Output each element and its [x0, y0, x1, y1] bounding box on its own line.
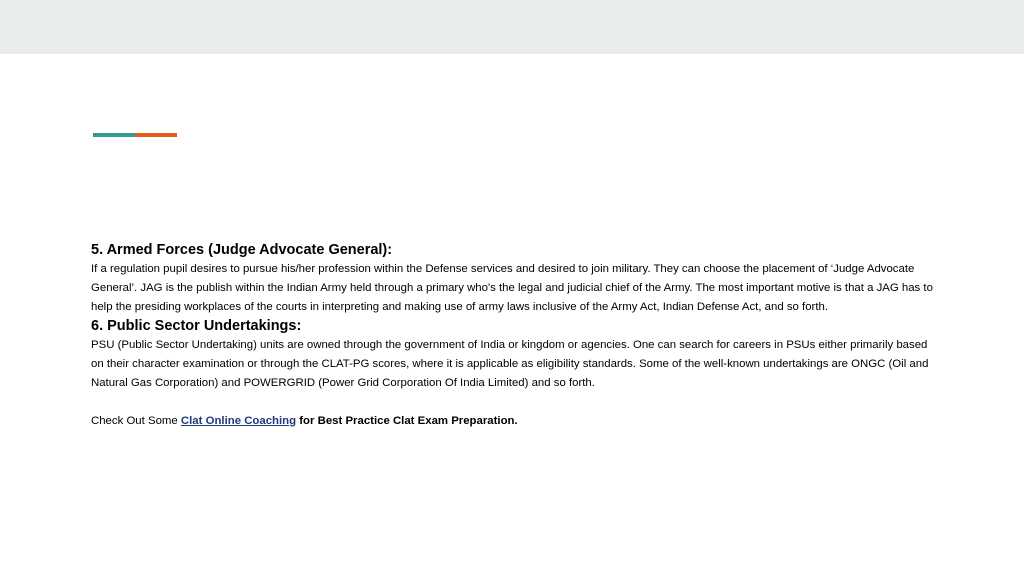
section-text-psu: PSU (Public Sector Undertaking) units are owned through the government of India or kingdom or agencies. One can search for careers in PSUs either primarily based on their character examination or through the CLAT-PG scores, where it is applicable as eligibility standards. Some of the well-known undertakings are ONGC (Oil and Natural Gas Corporation) and POWERGRID (Power Grid Corporation Of India Limited) and so forth. [91, 339, 929, 389]
accent-bar-orange [135, 133, 177, 137]
clat-online-coaching-link[interactable]: Clat Online Coaching [180, 415, 297, 427]
section-heading-psu: 6. Public Sector Undertakings: [91, 318, 302, 334]
cta-line [91, 412, 941, 431]
top-header-band [0, 0, 1024, 54]
spacer [91, 393, 941, 412]
section-heading-armed-forces: 5. Armed Forces (Judge Advocate General): [91, 242, 393, 258]
cta-prefix: Check Out Some [91, 415, 181, 427]
accent-bar-teal [93, 133, 135, 137]
slide-content [91, 241, 941, 431]
section-text-armed-forces: If a regulation pupil desires to pursue his/her profession within the Defense services and desired to join military. They can choose the placement of ‘Judge Advocate General’. JAG is the publish within the Indian Army held through a primary who's the legal and judicial chief of the Army. The most important motive is that a JAG has to help the presiding workplaces of the courts in interpreting and making use of army laws inclusive of the Army Act, Indian Defense Act, and so forth. [91, 263, 933, 313]
cta-suffix: for Best Practice Clat Exam Preparation. [296, 415, 518, 427]
